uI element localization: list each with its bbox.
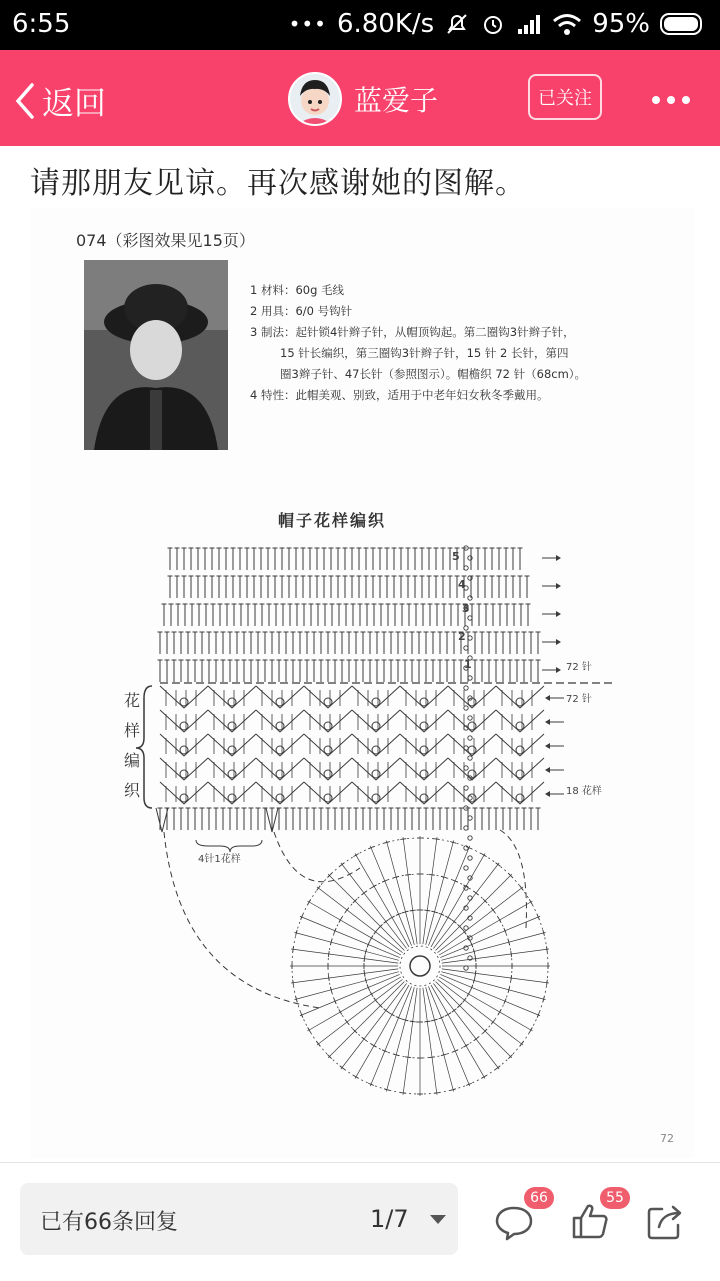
round-number: 2 <box>458 630 466 643</box>
pattern-heading: 074（彩图效果见15页） <box>76 231 255 250</box>
pattern-image[interactable] <box>30 208 695 1158</box>
more-menu-icon[interactable] <box>652 96 690 104</box>
reply-count-text: 已有66条回复 <box>40 1210 178 1235</box>
spec-line: 2 用具：6/0 号钩针 <box>250 304 353 318</box>
signal-icon <box>516 12 542 36</box>
spec-line: 3 制法：起针锁4针辫子针，从帽顶钩起。第二圈钩3针辫子针， <box>250 325 575 339</box>
top-nav-bar <box>0 50 720 146</box>
mute-bell-icon <box>444 11 470 37</box>
spec-line: 4 特性：此帽美观、别致，适用于中老年妇女秋冬季戴用。 <box>250 388 549 402</box>
crochet-diagram <box>30 208 695 1158</box>
page-number: 72 <box>660 1132 674 1145</box>
like-button[interactable] <box>570 1201 610 1245</box>
more-notifications-icon: ••• <box>288 12 327 36</box>
label-4-stitch-pattern: 4针1花样 <box>198 854 241 865</box>
round-number: 5 <box>452 550 460 563</box>
caret-down-icon[interactable] <box>430 1215 446 1224</box>
chart-title: 帽子花样编织 <box>278 511 387 530</box>
comment-button[interactable] <box>494 1205 534 1245</box>
battery-percent: 95% <box>592 9 650 39</box>
page-indicator[interactable]: 1/7 <box>370 1205 409 1233</box>
back-label: 返回 <box>42 84 107 122</box>
round-number: 3 <box>462 602 470 615</box>
label-72-stitches: 72 针 <box>566 694 592 705</box>
status-time: 6:55 <box>12 9 71 39</box>
label-72-stitches: 72 针 <box>566 662 592 673</box>
reply-input[interactable] <box>20 1183 458 1255</box>
status-bar <box>0 0 720 50</box>
follow-button[interactable]: 已关注 <box>528 74 602 120</box>
spec-line: 1 材料：60g 毛线 <box>250 283 345 297</box>
comment-count-badge: 66 <box>524 1187 554 1209</box>
like-count-badge: 55 <box>600 1187 630 1209</box>
side-label: 花样编织 <box>124 691 141 800</box>
share-icon <box>646 1203 684 1241</box>
round-number: 1 <box>464 658 472 671</box>
spec-line: 15 针长编织，第三圈钩3针辫子针，15 针 2 长针，第四 <box>280 346 569 360</box>
network-speed: 6.80K/s <box>336 9 435 39</box>
back-button[interactable] <box>14 78 106 124</box>
status-right <box>289 9 706 39</box>
spec-line: 圈3辫子针、47长针（参照图示）。帽檐织 72 针（68cm）。 <box>280 367 587 381</box>
label-18-patterns: 18 花样 <box>566 786 602 797</box>
bottom-bar <box>0 1162 720 1281</box>
round-number: 4 <box>458 578 466 591</box>
username: 蓝爱子 <box>354 84 439 117</box>
user-profile[interactable] <box>288 72 438 126</box>
wifi-icon <box>552 12 582 36</box>
share-button[interactable] <box>646 1203 684 1245</box>
post-caption: 请那朋友见谅。再次感谢她的图解。 <box>30 166 526 201</box>
avatar[interactable] <box>288 72 342 126</box>
chevron-left-icon <box>14 83 36 119</box>
comment-icon <box>494 1205 534 1241</box>
battery-icon <box>660 12 706 36</box>
alarm-icon <box>480 11 506 37</box>
